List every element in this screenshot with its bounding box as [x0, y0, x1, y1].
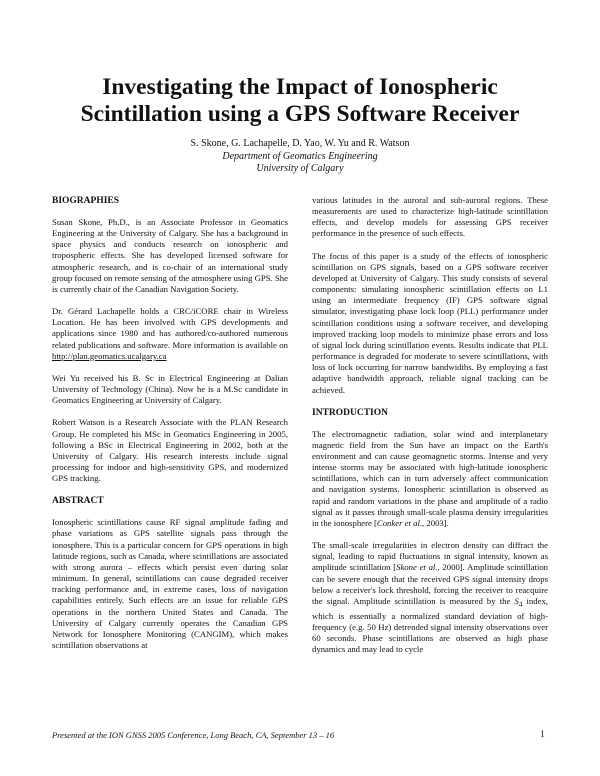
intro-paragraph-1 — [312, 429, 548, 529]
intro-p1-end: , 2003]. — [422, 517, 449, 528]
introduction-heading: INTRODUCTION — [312, 407, 389, 418]
title-line-2: Scintillation using a GPS Software Receiver — [80, 101, 520, 127]
bio-watson: Robert Watson is a Research Associate with the PLAN Research Group. He completed his MSc in Geomatics Engineering in 2005, following a BSc in Electrical Engineering in 2002, both at the University of Calgary. His research interests include signal processing for indoor and high-sensitivity GPS, and modernized GPS tracking. — [52, 417, 288, 484]
intro-p2-a: The small-scale irregularities in electron density can diffract the signal, leading to rapid fluctuations in signal intensity, known as amplitude scintillation [ — [312, 540, 548, 573]
intro-p1-text: The electromagnetic radiation, solar wind and interplanetary magnetic field from the Sun have an impact on the Earth's environment and can cause geomagnetic storms. Intense and very intense storms may be associated with high-latitude ionospheric scintillations, which can in turn adversely affect communication and navigation systems. Ionospheric scintillation is observed as rapid and random variations in the phase and amplitude of a radio signal as it passes through small-scale plasma density irregularities in the ionosphere [ — [312, 428, 548, 528]
left-column — [52, 195, 288, 662]
s4-subscript: 4 — [518, 600, 523, 609]
title-line-1: Investigating the Impact of Ionospheric — [102, 74, 498, 100]
bio-skone: Susan Skone, Ph.D., is an Associate Professor in Geomatics Engineering at the University of Calgary. She has a background in space physics and conducts research on ionospheric and tropospheric effects. She has developed licensed software for atmospheric research, and is co-chair of an international study group focused on remote sensing of the atmosphere using GPS. She is currently chair of the Canadian Navigation Society. — [52, 217, 288, 294]
citation-conker: Conker et al. — [376, 517, 423, 528]
author-department: Department of Geomatics Engineering — [222, 151, 378, 162]
focus-paragraph: The focus of this paper is a study of the effects of ionospheric scintillation on GPS signals, based on a GPS software receiver developed at University of Calgary. This study consists of several components: simulating ionospheric scintillation effects on L1 using an intermediate frequency (IF) GPS software signal simulator, investigating phase lock loop (PLL) performance under scintillation conditions using a software receiver, and developing improved tracking loop models to minimize phase errors and loss of signal lock during scintillation events. Results indicate that PLL performance is degraded for moderate to severe scintillations, with loss of lock occurring for narrow bandwidths. By employing a fast adaptive bandwidth approach, reliable signal tracking can be achieved. — [312, 250, 548, 395]
abstract-continued: various latitudes in the auroral and sub-auroral regions. These measurements are used to characterize high-latitude scintillation effects, and develop models for assessing GPS receiver performance in the presence of such effects. — [312, 195, 548, 239]
author-university: University of Calgary — [256, 163, 344, 174]
right-column — [312, 195, 548, 666]
intro-paragraph-2 — [312, 540, 548, 655]
author-list: S. Skone, G. Lachapelle, D. Yao, W. Yu and R. Watson — [190, 138, 410, 149]
paper-title — [40, 74, 560, 128]
bio-lachapelle-text: Dr. Gérard Lachapelle holds a CRC/iCORE chair in Wireless Location. He has been involved with GPS developments and applications since 1980 and has authored/co-authored numerous related publications and software. More information is available on — [52, 306, 288, 350]
intro-p2-b: , 2000]. Amplitude scintillation can be severe enough that the received GPS signal intensity drops below a receiver's lock threshold, forcing the receiver to reacquire the signal. Amplitude scintillation is measured by the — [312, 562, 549, 606]
bio-lachapelle — [52, 306, 288, 362]
abstract-heading: ABSTRACT — [52, 496, 104, 507]
s4-symbol: S — [514, 595, 519, 606]
abstract-paragraph: Ionospheric scintillations cause RF signal amplitude fading and phase variations as GPS satellite signals pass through the ionosphere. This is a particular concern for GPS operations in high latitude regions, such as Canada, where scintillations are associated with strong aurora – effects which persist even during solar minimum. In general, scintillations can cause degraded receiver tracking performance and, in extreme cases, loss of navigation capabilities entirely. Such effects are an issue for reliable GPS operations in the northern United States and Canada. The University of Calgary currently operates the Canadian GPS Network for Ionosphere Monitoring (CANGIM), which makes scintillation observations at — [52, 517, 288, 650]
biographies-heading: BIOGRAPHIES — [52, 196, 120, 206]
conference-footer: Presented at the ION GNSS 2005 Conference, Long Beach, CA, September 13 – 16 — [52, 730, 335, 740]
plan-website-link[interactable]: http://plan.geomatics.ucalgary.ca — [52, 350, 167, 361]
page-number: 1 — [540, 730, 545, 740]
intro-p2-c: index, which is essentially a normalized standard deviation of high-frequency (e.g. 50 Hz) detrended signal intensity observations over 60 seconds. Phase scintillations are observed as high phase dynamics and may lead to cycle — [312, 595, 548, 655]
bio-yu: Wei Yu received his B. Sc in Electrical Engineering at Dalian University of Technology (China). Now he is a M.Sc candidate in Geomatics Engineering at University of Calgary. — [52, 372, 288, 406]
citation-skone: Skone et al. — [396, 562, 438, 573]
